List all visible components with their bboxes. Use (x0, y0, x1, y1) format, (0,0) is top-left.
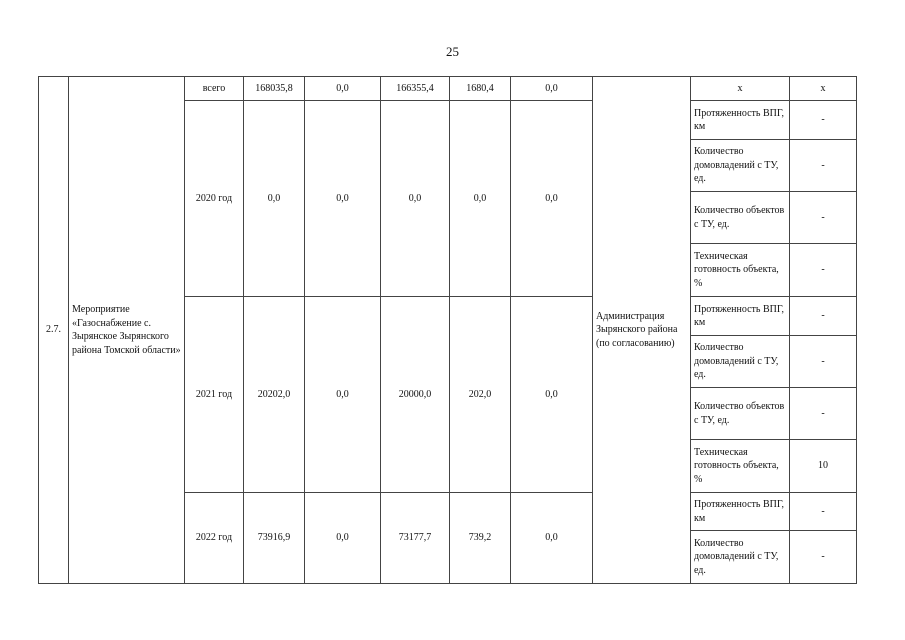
indicator-name: Количество домовладений с ТУ, ед. (691, 336, 790, 388)
funding-cell: 1680,4 (450, 77, 511, 101)
total-cell: 168035,8 (244, 77, 305, 101)
indicator-value: - (790, 192, 857, 244)
indicator-name: Протяженность ВПГ, км (691, 493, 790, 531)
indicator-name: Протяженность ВПГ, км (691, 297, 790, 336)
period-cell: 2020 год (185, 101, 244, 297)
funding-cell: 0,0 (305, 101, 381, 297)
funding-cell: 0,0 (305, 493, 381, 584)
indicator-name: Протяженность ВПГ, км (691, 101, 790, 140)
period-cell: 2021 год (185, 297, 244, 493)
page-number: 25 (446, 44, 459, 59)
period-cell: всего (185, 77, 244, 101)
indicator-value: - (790, 493, 857, 531)
funding-cell: 0,0 (305, 77, 381, 101)
indicator-value: - (790, 101, 857, 140)
funding-cell: 0,0 (450, 101, 511, 297)
indicator-name: Количество домовладений с ТУ, ед. (691, 140, 790, 192)
indicator-name: Техническая готовность объекта, % (691, 440, 790, 493)
indicator-value: - (790, 531, 857, 584)
funding-cell: 739,2 (450, 493, 511, 584)
indicator-value: х (790, 77, 857, 101)
period-cell: 2022 год (185, 493, 244, 584)
item-number: 2.7. (39, 77, 69, 584)
indicator-value: - (790, 297, 857, 336)
funding-cell: 0,0 (381, 101, 450, 297)
executor-cell: Администрация Зырянского района (по согласованию) (593, 77, 691, 584)
indicator-name: Техническая готовность объекта, % (691, 244, 790, 297)
indicator-value: - (790, 388, 857, 440)
table-row (39, 77, 857, 101)
funding-cell: 20000,0 (381, 297, 450, 493)
indicator-name: Количество объектов с ТУ, ед. (691, 388, 790, 440)
funding-cell: 0,0 (511, 77, 593, 101)
funding-cell: 0,0 (511, 101, 593, 297)
total-cell: 0,0 (244, 101, 305, 297)
funding-cell: 0,0 (511, 493, 593, 584)
indicator-value: - (790, 336, 857, 388)
total-cell: 73916,9 (244, 493, 305, 584)
indicator-value: 10 (790, 440, 857, 493)
funding-cell: 73177,7 (381, 493, 450, 584)
activity-name: Мероприятие «Газоснабжение с. Зырянское Зырянского района Томской области» (69, 77, 185, 584)
indicator-value: - (790, 244, 857, 297)
measures-table (38, 76, 857, 584)
indicator-name: Количество домовладений с ТУ, ед. (691, 531, 790, 584)
indicator-name: х (691, 77, 790, 101)
funding-cell: 166355,4 (381, 77, 450, 101)
total-cell: 20202,0 (244, 297, 305, 493)
funding-cell: 0,0 (511, 297, 593, 493)
funding-cell: 202,0 (450, 297, 511, 493)
indicator-value: - (790, 140, 857, 192)
indicator-name: Количество объектов с ТУ, ед. (691, 192, 790, 244)
funding-cell: 0,0 (305, 297, 381, 493)
